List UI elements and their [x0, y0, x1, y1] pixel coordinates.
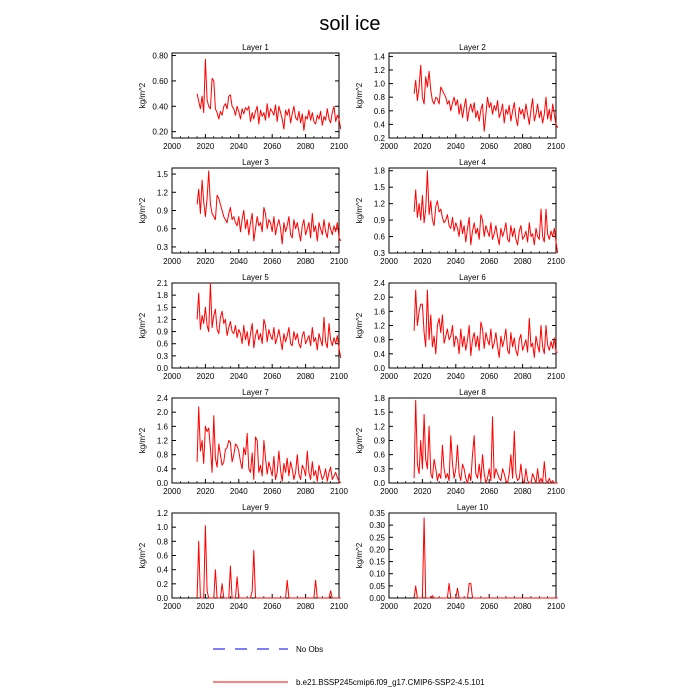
panel-title: Layer 8: [459, 388, 486, 397]
figure-title: soil ice: [319, 13, 381, 35]
series-line: [197, 526, 341, 598]
x-tick-label: 2100: [547, 372, 565, 381]
plot-frame: [389, 513, 556, 598]
panel-title: Layer 9: [242, 503, 269, 512]
x-tick-label: 2080: [513, 487, 532, 496]
x-tick-label: 2000: [163, 257, 181, 266]
series-line: [414, 171, 558, 253]
panel-title: Layer 4: [459, 158, 486, 167]
y-tick-label: 0.30: [369, 521, 385, 531]
y-tick-label: 0.40: [152, 102, 168, 112]
series-line: [197, 283, 341, 358]
series-line: [197, 59, 341, 130]
legend: [213, 645, 485, 687]
legend-no-obs-label: No Obs: [296, 645, 324, 654]
x-tick-label: 2020: [196, 487, 215, 496]
y-tick-label: 2.0: [156, 408, 168, 418]
x-tick-label: 2020: [413, 257, 432, 266]
panel-layer-7: [138, 388, 348, 496]
y-tick-label: 0.20: [152, 127, 168, 137]
panel-title: Layer 1: [242, 43, 269, 52]
y-tick-label: 0.4: [373, 349, 385, 359]
y-tick-label: 0.0: [156, 479, 168, 488]
x-tick-label: 2000: [163, 487, 181, 496]
panel-layer-6: [355, 273, 565, 381]
y-tick-label: 2.4: [156, 394, 168, 403]
y-tick-label: 1.0: [373, 79, 385, 89]
panel-layer-3: [138, 158, 348, 266]
x-tick-label: 2040: [446, 372, 465, 381]
series-line: [414, 518, 558, 598]
x-tick-label: 2100: [330, 257, 348, 266]
series-line: [414, 400, 558, 483]
x-tick-label: 2100: [547, 257, 565, 266]
y-tick-label: 0.8: [156, 537, 168, 547]
y-tick-label: 0.0: [373, 479, 385, 488]
y-tick-label: 1.5: [373, 408, 385, 418]
panel-title: Layer 6: [459, 273, 486, 282]
x-tick-label: 2060: [480, 602, 499, 611]
panel-layer-8: [355, 388, 565, 496]
x-tick-label: 2000: [380, 257, 398, 266]
y-tick-label: 0.00: [369, 594, 385, 603]
y-tick-label: 0.6: [373, 232, 385, 242]
plot-frame: [172, 168, 339, 253]
panel-title: Layer 5: [242, 273, 269, 282]
plot-frame: [172, 283, 339, 368]
panel-title: Layer 7: [242, 388, 269, 397]
y-axis-label: kg/m^2: [138, 427, 147, 454]
y-axis-label: kg/m^2: [355, 82, 364, 109]
series-line: [197, 407, 341, 483]
y-tick-label: 0.3: [156, 351, 168, 361]
x-tick-label: 2000: [380, 372, 398, 381]
panel-layer-5: [138, 273, 348, 381]
panel-layer-9: [138, 503, 348, 611]
x-tick-label: 2040: [229, 602, 248, 611]
x-tick-label: 2040: [229, 142, 248, 151]
y-tick-label: 0.60: [152, 76, 168, 86]
panel-layer-1: [138, 43, 348, 151]
y-tick-label: 0.2: [373, 134, 385, 143]
y-tick-label: 1.5: [373, 183, 385, 193]
y-tick-label: 1.2: [373, 321, 385, 331]
x-tick-label: 2060: [263, 602, 282, 611]
y-axis-label: kg/m^2: [355, 542, 364, 569]
x-tick-label: 2060: [480, 142, 499, 151]
plot-frame: [389, 53, 556, 138]
x-tick-label: 2060: [480, 257, 499, 266]
y-axis-label: kg/m^2: [138, 312, 147, 339]
x-tick-label: 2100: [547, 142, 565, 151]
y-tick-label: 0.8: [373, 93, 385, 103]
y-tick-label: 1.2: [156, 315, 168, 325]
y-tick-label: 0.10: [369, 569, 385, 579]
x-tick-label: 2000: [163, 372, 181, 381]
x-tick-label: 2040: [446, 602, 465, 611]
x-tick-label: 2000: [380, 602, 398, 611]
y-tick-label: 0.05: [369, 581, 385, 591]
x-tick-label: 2020: [413, 487, 432, 496]
x-tick-label: 2000: [163, 142, 181, 151]
x-tick-label: 2100: [330, 487, 348, 496]
x-tick-label: 2080: [296, 257, 315, 266]
y-tick-label: 0.20: [369, 545, 385, 555]
x-tick-label: 2040: [229, 372, 248, 381]
x-tick-label: 2020: [196, 372, 215, 381]
x-tick-label: 2080: [513, 257, 532, 266]
x-tick-label: 2020: [196, 602, 215, 611]
x-tick-label: 2020: [196, 142, 215, 151]
y-tick-label: 1.2: [156, 436, 168, 446]
panel-title: Layer 2: [459, 43, 486, 52]
x-tick-label: 2080: [513, 142, 532, 151]
y-tick-label: 1.2: [156, 509, 168, 518]
y-tick-label: 1.2: [373, 422, 385, 432]
y-tick-label: 1.2: [156, 188, 168, 198]
x-tick-label: 2040: [229, 487, 248, 496]
x-tick-label: 2000: [380, 142, 398, 151]
x-tick-label: 2040: [229, 257, 248, 266]
y-tick-label: 0.3: [373, 249, 385, 258]
y-tick-label: 0.9: [373, 216, 385, 226]
x-tick-label: 2060: [263, 372, 282, 381]
y-tick-label: 0.0: [373, 364, 385, 373]
y-axis-label: kg/m^2: [355, 427, 364, 454]
x-tick-label: 2100: [330, 142, 348, 151]
panel-layer-4: [355, 158, 565, 266]
y-tick-label: 2.0: [373, 293, 385, 303]
x-tick-label: 2020: [413, 602, 432, 611]
x-tick-label: 2060: [480, 372, 499, 381]
y-tick-label: 0.25: [369, 533, 385, 543]
y-tick-label: 1.2: [373, 66, 385, 75]
y-tick-label: 0.0: [156, 364, 168, 373]
y-tick-label: 1.2: [373, 199, 385, 209]
y-tick-label: 2.1: [156, 279, 168, 288]
x-tick-label: 2100: [547, 602, 565, 611]
y-tick-label: 0.4: [156, 565, 168, 575]
x-tick-label: 2080: [296, 142, 315, 151]
y-tick-label: 0.15: [369, 557, 385, 567]
y-tick-label: 1.8: [156, 291, 168, 301]
y-tick-label: 0.6: [373, 106, 385, 116]
x-tick-label: 2080: [513, 602, 532, 611]
x-tick-label: 2020: [413, 372, 432, 381]
y-tick-label: 0.6: [373, 450, 385, 460]
x-tick-label: 2020: [413, 142, 432, 151]
panel-title: Layer 3: [242, 158, 269, 167]
legend-series-label: b.e21.BSSP245cmip6.f09_g17.CMIP6-SSP2-4.5.101: [296, 678, 485, 687]
y-tick-label: 1.6: [156, 422, 168, 432]
y-tick-label: 0.6: [156, 224, 168, 234]
y-tick-label: 0.9: [373, 436, 385, 446]
y-tick-label: 0.8: [156, 450, 168, 460]
panel-title: Layer 10: [456, 503, 489, 512]
y-tick-label: 1.4: [373, 52, 385, 62]
y-axis-label: kg/m^2: [355, 312, 364, 339]
y-tick-label: 0.8: [373, 335, 385, 345]
y-tick-label: 1.6: [373, 307, 385, 317]
panel-layer-10: [355, 503, 565, 611]
y-tick-label: 0.35: [369, 509, 385, 518]
x-tick-label: 2100: [330, 372, 348, 381]
series-line: [414, 290, 558, 357]
series-line: [197, 171, 341, 244]
y-tick-label: 0.9: [156, 327, 168, 337]
x-tick-label: 2000: [380, 487, 398, 496]
x-tick-label: 2000: [163, 602, 181, 611]
y-tick-label: 0.3: [373, 464, 385, 474]
x-tick-label: 2100: [547, 487, 565, 496]
x-tick-label: 2060: [263, 257, 282, 266]
y-tick-label: 2.4: [373, 279, 385, 288]
x-tick-label: 2060: [263, 142, 282, 151]
x-tick-label: 2040: [446, 257, 465, 266]
x-tick-label: 2080: [296, 487, 315, 496]
series-line: [414, 65, 558, 131]
y-tick-label: 0.80: [152, 51, 168, 61]
y-tick-label: 0.2: [156, 579, 168, 589]
y-axis-label: kg/m^2: [355, 197, 364, 224]
panels-group: [138, 43, 565, 611]
x-tick-label: 2060: [263, 487, 282, 496]
x-tick-label: 2080: [296, 372, 315, 381]
y-tick-label: 0.6: [156, 339, 168, 349]
x-tick-label: 2100: [330, 602, 348, 611]
y-tick-label: 1.5: [156, 170, 168, 180]
y-tick-label: 1.0: [156, 523, 168, 533]
y-tick-label: 0.4: [373, 120, 385, 130]
x-tick-label: 2080: [296, 602, 315, 611]
x-tick-label: 2040: [446, 487, 465, 496]
x-tick-label: 2080: [513, 372, 532, 381]
panel-layer-2: [355, 43, 565, 151]
y-axis-label: kg/m^2: [138, 197, 147, 224]
y-tick-label: 0.4: [156, 464, 168, 474]
y-tick-label: 0.9: [156, 206, 168, 216]
y-tick-label: 0.3: [156, 242, 168, 252]
y-axis-label: kg/m^2: [138, 82, 147, 109]
y-tick-label: 1.5: [156, 303, 168, 313]
y-tick-label: 0.6: [156, 551, 168, 561]
x-tick-label: 2020: [196, 257, 215, 266]
y-axis-label: kg/m^2: [138, 542, 147, 569]
y-tick-label: 1.8: [373, 394, 385, 403]
y-tick-label: 0.0: [156, 594, 168, 603]
x-tick-label: 2040: [446, 142, 465, 151]
y-tick-label: 1.8: [373, 166, 385, 176]
x-tick-label: 2060: [480, 487, 499, 496]
